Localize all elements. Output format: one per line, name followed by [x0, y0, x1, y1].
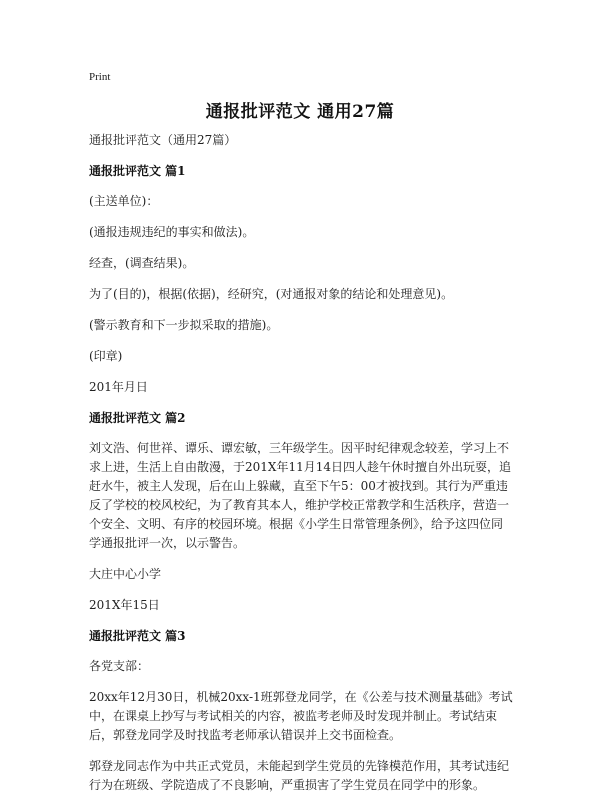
paragraph: 经查，(调查结果)。 — [89, 256, 195, 270]
paragraph: 20xx年12月30日，机械20xx-1班郭登龙同学，在《公差与技术测量基础》考试中，在课桌上抄写与考试相关的内容，被监考老师及时发现并制止。考试结束后，郭登龙同学及时找监考老师承认错误并上交书面检查。 — [89, 690, 513, 742]
paragraph: 大庄中心小学 — [89, 567, 162, 581]
paragraph: 各党支部： — [89, 659, 150, 673]
paragraph: (通报违规违纪的事实和做法)。 — [89, 225, 255, 239]
paragraph: (主送单位)： — [89, 194, 159, 208]
paragraph: 刘文浩、何世祥、谭乐、谭宏敏，三年级学生。因平时纪律观念较差，学习上不求上进，生活上自由散漫，于201X年11月14日四人趁午休时擅自外出玩耍，追赶水牛，被主人发现，后在山上躲藏，直至下午5：00才被找到。其行为严重违反了学校的校风校纪，为了教育其本人，维护学校正常教学和生活秩序，营造一个安全、文明、有序的校园环境。根据《小学生日常管理条例》，给予这四位同学通报批评一次，以示警告。 — [89, 441, 511, 550]
paragraph: 201年月日 — [89, 380, 148, 394]
document-title: 通报批评范文 通用27篇 — [205, 102, 395, 122]
document-body — [89, 131, 514, 807]
paragraph: 为了(目的)，根据(依据)，经研究，(对通报对象的结论和处理意见)。 — [89, 287, 454, 301]
section-heading: 通报批评范文 篇2 — [89, 411, 186, 425]
section-heading: 通报批评范文 篇1 — [89, 164, 186, 178]
section-heading: 通报批评范文 篇3 — [89, 629, 186, 643]
paragraph: 郭登龙同志作为中共正式党员，未能起到学生党员的先锋模范作用，其考试违纪行为在班级、学院造成了不良影响，严重损害了学生党员在同学中的形象。 — [89, 759, 510, 792]
intro-paragraph: 通报批评范文（通用27篇） — [89, 133, 237, 147]
paragraph: (印章) — [89, 349, 123, 363]
print-label: Print — [89, 71, 111, 83]
paragraph: (警示教育和下一步拟采取的措施)。 — [89, 318, 279, 332]
paragraph: 201X年15日 — [89, 598, 160, 612]
